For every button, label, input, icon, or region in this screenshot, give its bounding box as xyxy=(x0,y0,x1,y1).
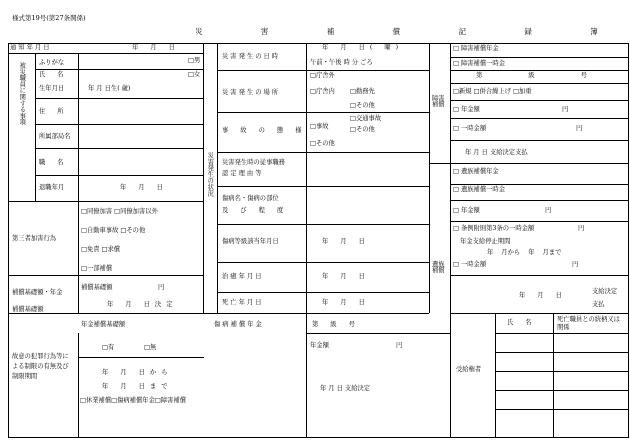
third-party-opt2[interactable]: □自動車事故 □その他 xyxy=(81,227,146,234)
form-frame xyxy=(8,43,629,438)
dis-lump-yen: 円 xyxy=(576,125,583,132)
place-opt2[interactable]: □庁舎内 xyxy=(310,88,335,95)
injury-label1: 傷病名・傷病の部位 xyxy=(222,195,279,202)
retire-label: 退職年月 xyxy=(39,184,65,191)
surv-pension-checkbox[interactable]: □ 遺族補償年金 xyxy=(453,168,499,175)
place-opt4[interactable]: □その他 xyxy=(350,102,375,109)
type-opt2[interactable]: □交通事故 xyxy=(350,115,382,122)
dis-annual-yen: 円 xyxy=(562,106,569,113)
name-label: 氏 名 xyxy=(39,71,69,78)
third-party-opt4[interactable]: □一部補償 xyxy=(81,265,113,272)
surv-lump-checkbox[interactable]: □ 遺族補償一時金 xyxy=(453,186,506,193)
sick-pension-decision[interactable]: 年 月 日 支給決定 xyxy=(320,385,371,392)
disability-label: 障害補償 xyxy=(432,95,445,109)
has-checkbox[interactable]: □有 xyxy=(102,344,115,351)
col2-left-divider xyxy=(217,43,218,313)
dis-grade-options[interactable]: □新規 □併合繰上げ □加重 xyxy=(453,88,532,95)
notify-date-value[interactable]: 年 月 日 xyxy=(132,44,180,51)
duty-label1: 災害発生時の従事職務 xyxy=(222,159,285,166)
diag-label: 傷病等級該当年月日 xyxy=(222,238,279,245)
base-amount-label2: 補償基礎額 xyxy=(12,306,44,313)
place-label: 災 害 発 生 の 場 所 xyxy=(222,89,279,96)
heir-relation-header: 死亡職員との続柄又は関係 xyxy=(557,316,620,331)
female-checkbox[interactable]: □女 xyxy=(188,71,201,78)
heir-name-header: 氏 名 xyxy=(507,319,537,326)
third-party-opt1[interactable]: □同僚加害 □同僚加害以外 xyxy=(81,208,158,215)
type-label: 事 故 の 態 様 xyxy=(222,127,307,134)
sick-pension-grade[interactable]: 第 級 号 xyxy=(312,321,360,328)
surv-decision: 支給決定 xyxy=(592,288,618,295)
retire-value[interactable]: 年 月 日 xyxy=(120,184,168,191)
restrict-from[interactable]: 年 月 日から xyxy=(102,369,173,376)
cured-value[interactable]: 年 月 日 xyxy=(322,273,370,280)
surv-lump-amount[interactable]: □ 一時金額 xyxy=(453,261,487,268)
third-party-opt3[interactable]: □免責 □求償 xyxy=(81,246,121,253)
col2-right-divider xyxy=(429,43,430,313)
suspension-period: 年金支給停止期間 xyxy=(460,238,511,245)
restrict-until[interactable]: 年 月 日まで xyxy=(102,383,173,390)
place-opt3[interactable]: □勤務先 xyxy=(350,88,375,95)
form-number: 様式第19号(第27条関係) xyxy=(12,14,86,22)
death-value[interactable]: 年 月 日 xyxy=(322,299,370,306)
col1-divider xyxy=(203,43,204,313)
type-opt4[interactable]: □その他 xyxy=(310,140,335,147)
dis-lump-amount[interactable]: □ 一時金額 xyxy=(453,125,487,132)
surv-annual-yen: 円 xyxy=(545,207,552,214)
pension-base-field[interactable]: 年金補償基礎額 xyxy=(81,321,126,328)
pension-yen: 円 xyxy=(396,342,403,349)
surv-payment-date[interactable]: 年 月 日 xyxy=(519,292,567,299)
suspension-period-value[interactable]: 年 月から 年 月まで xyxy=(487,249,562,256)
form-title: 災 害 補 償 記 録 簿 xyxy=(195,27,626,36)
clause-lump-yen: 円 xyxy=(578,225,585,232)
furigana-label: ふりがな xyxy=(39,59,65,66)
address-label: 住 所 xyxy=(39,108,69,115)
dis-payment-date[interactable]: 年 月 日 支給決定支払 xyxy=(465,149,528,156)
base-amount-field[interactable]: 補償基礎額 xyxy=(81,284,113,291)
survivor-label: 遺族補償 xyxy=(432,261,445,275)
base-decided[interactable]: 年 月 日決定 xyxy=(107,301,178,308)
job-label: 職 名 xyxy=(39,159,69,166)
male-checkbox[interactable]: □男 xyxy=(188,57,201,64)
col3-label-divider xyxy=(450,43,451,438)
crime-label: 故意の犯罪行為等による制限の有無及び制限期間 xyxy=(12,353,69,380)
dis-grade[interactable]: 第 級 号 xyxy=(476,72,609,79)
cured-label: 治 癒 年 月 日 xyxy=(222,273,262,280)
sick-pension-label: 傷 病 補 償 年 金 xyxy=(214,321,262,328)
notify-date-label: 通 知 年 月 日 xyxy=(10,44,50,51)
third-party-label: 第三者加害行為 xyxy=(12,235,57,242)
injury-label2: 及 び 程 度 xyxy=(222,207,289,214)
birth-label: 生年月日 xyxy=(39,85,65,92)
surv-payment: 支払 xyxy=(592,301,605,308)
status-section-label: 災害発生の状況 xyxy=(206,152,214,197)
duty-label2: 認 定 理 由 等 xyxy=(222,170,262,177)
dis-annual[interactable]: □ 年金額 xyxy=(453,106,480,113)
datetime-value[interactable]: 年 月 日( 曜) xyxy=(322,44,404,51)
none-checkbox[interactable]: □無 xyxy=(144,344,157,351)
col2-mid-divider xyxy=(306,43,307,438)
diag-value[interactable]: 年 月 日 xyxy=(322,238,370,245)
heir-label: 受給権者 xyxy=(456,366,482,373)
time-value[interactable]: 午前・午後 時 分 ごろ xyxy=(310,59,373,66)
pension-amount-label[interactable]: 年金額 xyxy=(310,342,329,349)
base-amount-label1: 補償基礎額・年金 xyxy=(12,289,63,296)
death-label: 死 亡 年 月 日 xyxy=(222,299,262,306)
dis-lump-checkbox[interactable]: □ 障害補償一時金 xyxy=(453,60,506,67)
base-yen: 円 xyxy=(158,284,165,291)
surv-lump-yen: 円 xyxy=(572,261,579,268)
dept-label: 所属部局名 xyxy=(39,133,71,140)
birth-value[interactable]: 年 月 日生( 歳) xyxy=(88,85,131,92)
place-opt1[interactable]: □庁舎外 xyxy=(310,72,335,79)
type-opt3[interactable]: □その他 xyxy=(350,126,375,133)
restrict-options[interactable]: □休業補償□傷病補償年金□障害補償 xyxy=(80,397,187,404)
victim-section-label: 被災職員に関する事項 xyxy=(18,62,26,125)
type-opt1[interactable]: □事故 xyxy=(310,123,329,130)
dis-pension-checkbox[interactable]: □ 障害補償年金 xyxy=(453,45,499,52)
clause-lump[interactable]: □ 条例附則第3条の一時金額 xyxy=(453,225,535,232)
datetime-label: 災 害 発 生 の 日 時 xyxy=(222,53,279,60)
surv-annual[interactable]: □ 年金額 xyxy=(453,207,480,214)
